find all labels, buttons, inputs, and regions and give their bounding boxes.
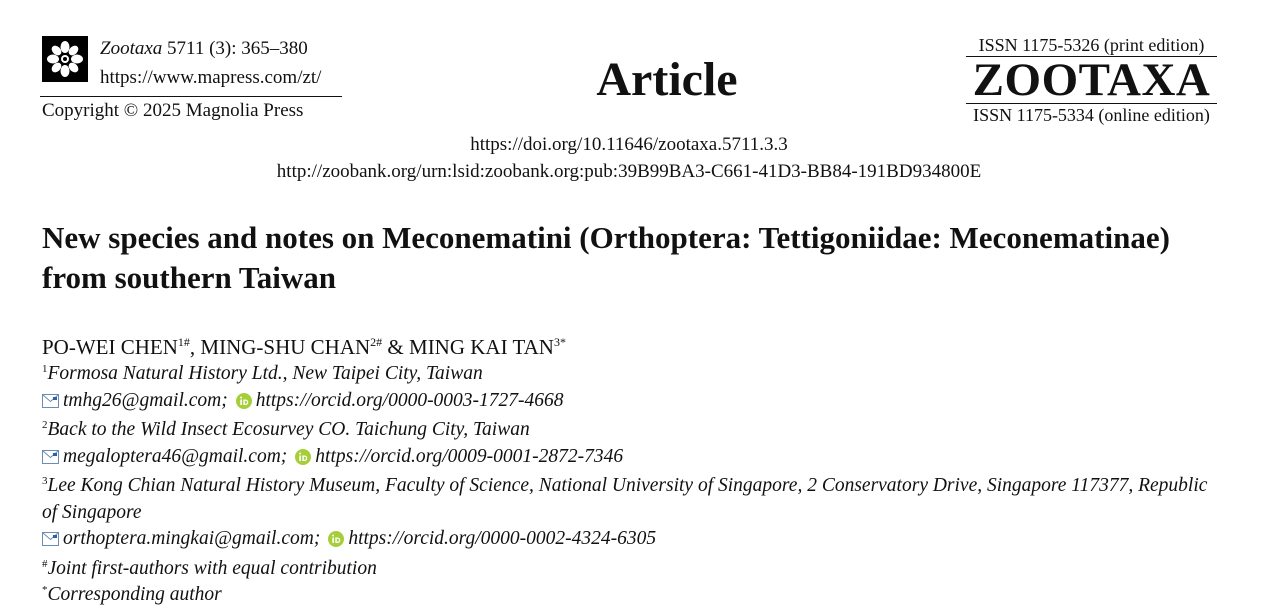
author-marker: 3* [553,335,566,349]
issn-print: ISSN 1175-5326 (print edition) [978,35,1205,55]
orcid-link[interactable]: https://orcid.org/0009-0001-2872-7346 [315,445,624,467]
footnote-text: Joint first-authors with equal contribution [47,557,377,579]
author-separator: & [382,335,410,359]
envelope-icon [42,446,59,473]
journal-name: Zootaxa [100,38,163,59]
footnote [42,556,1222,583]
author-name: MING-SHU CHAN [200,335,371,359]
issn-block [966,34,1217,126]
affiliation-marker: 2 [42,419,48,431]
author-marker: 1# [177,335,190,349]
volume-pages: 5711 (3): 365–380 [167,38,308,59]
affiliation-marker: 1 [42,363,48,375]
zoobank-link[interactable]: http://zoobank.org/urn:lsid:zoobank.org:pub:39B99BA3-C661-41D3-BB84-191BD934800E [276,161,982,182]
zootaxa-brand: ZOOTAXA [972,54,1211,106]
footnote-marker: * [42,584,48,596]
orcid-link[interactable]: https://orcid.org/0000-0003-1727-4668 [255,389,564,411]
footnote-marker: # [42,557,48,570]
contact-line [42,444,1222,474]
copyright: Copyright © 2025 Magnolia Press [42,100,304,121]
affiliation-line [42,361,1222,388]
email-link[interactable]: orthoptera.mingkai@gmail.com; [63,528,321,549]
affiliation-line [42,417,1222,444]
footnote [42,582,1222,609]
author-name: MING KAI TAN [409,335,554,359]
envelope-icon [42,390,59,417]
author-separator: , [189,335,201,359]
issn-online: ISSN 1175-5334 (online edition) [973,105,1210,125]
author-list [42,333,566,361]
identifier-links [0,131,1258,185]
footnote-text: Corresponding author [47,584,222,605]
affiliation-marker: 3 [42,475,48,487]
email-link[interactable]: tmhg26@gmail.com; [63,389,228,411]
paper-title: New species and notes on Meconematini (Orthoptera: Tettigoniidae: Meconematinae) from southern Taiwan [42,220,1170,295]
affiliations [42,361,1222,609]
contact-line [42,388,1222,418]
journal-url[interactable]: https://www.mapress.com/zt/ [100,67,322,88]
affiliation-text: Back to the Wild Insect Ecosurvey CO. Taichung City, Taiwan [47,419,530,440]
article-label: Article [596,53,738,106]
affiliation-line [42,473,1222,526]
author-marker: 2# [370,335,383,349]
affiliation-text: Lee Kong Chian Natural History Museum, Faculty of Science, National University of Singapore, 2 Conservatory Drive, Singapore 117377, Republic of Singapore [42,475,1208,523]
doi-link[interactable]: https://doi.org/10.11646/zootaxa.5711.3.3 [470,134,788,155]
orcid-icon[interactable] [236,391,252,418]
orcid-icon[interactable] [295,447,311,474]
email-link[interactable]: megaloptera46@gmail.com; [63,445,288,467]
orcid-icon[interactable] [328,529,344,556]
author-name: PO-WEI CHEN [42,335,178,359]
affiliation-text: Formosa Natural History Ltd., New Taipei City, Taiwan [47,363,483,384]
orcid-link[interactable]: https://orcid.org/0000-0002-4324-6305 [348,528,657,549]
contact-line [42,526,1222,556]
envelope-icon [42,528,59,555]
